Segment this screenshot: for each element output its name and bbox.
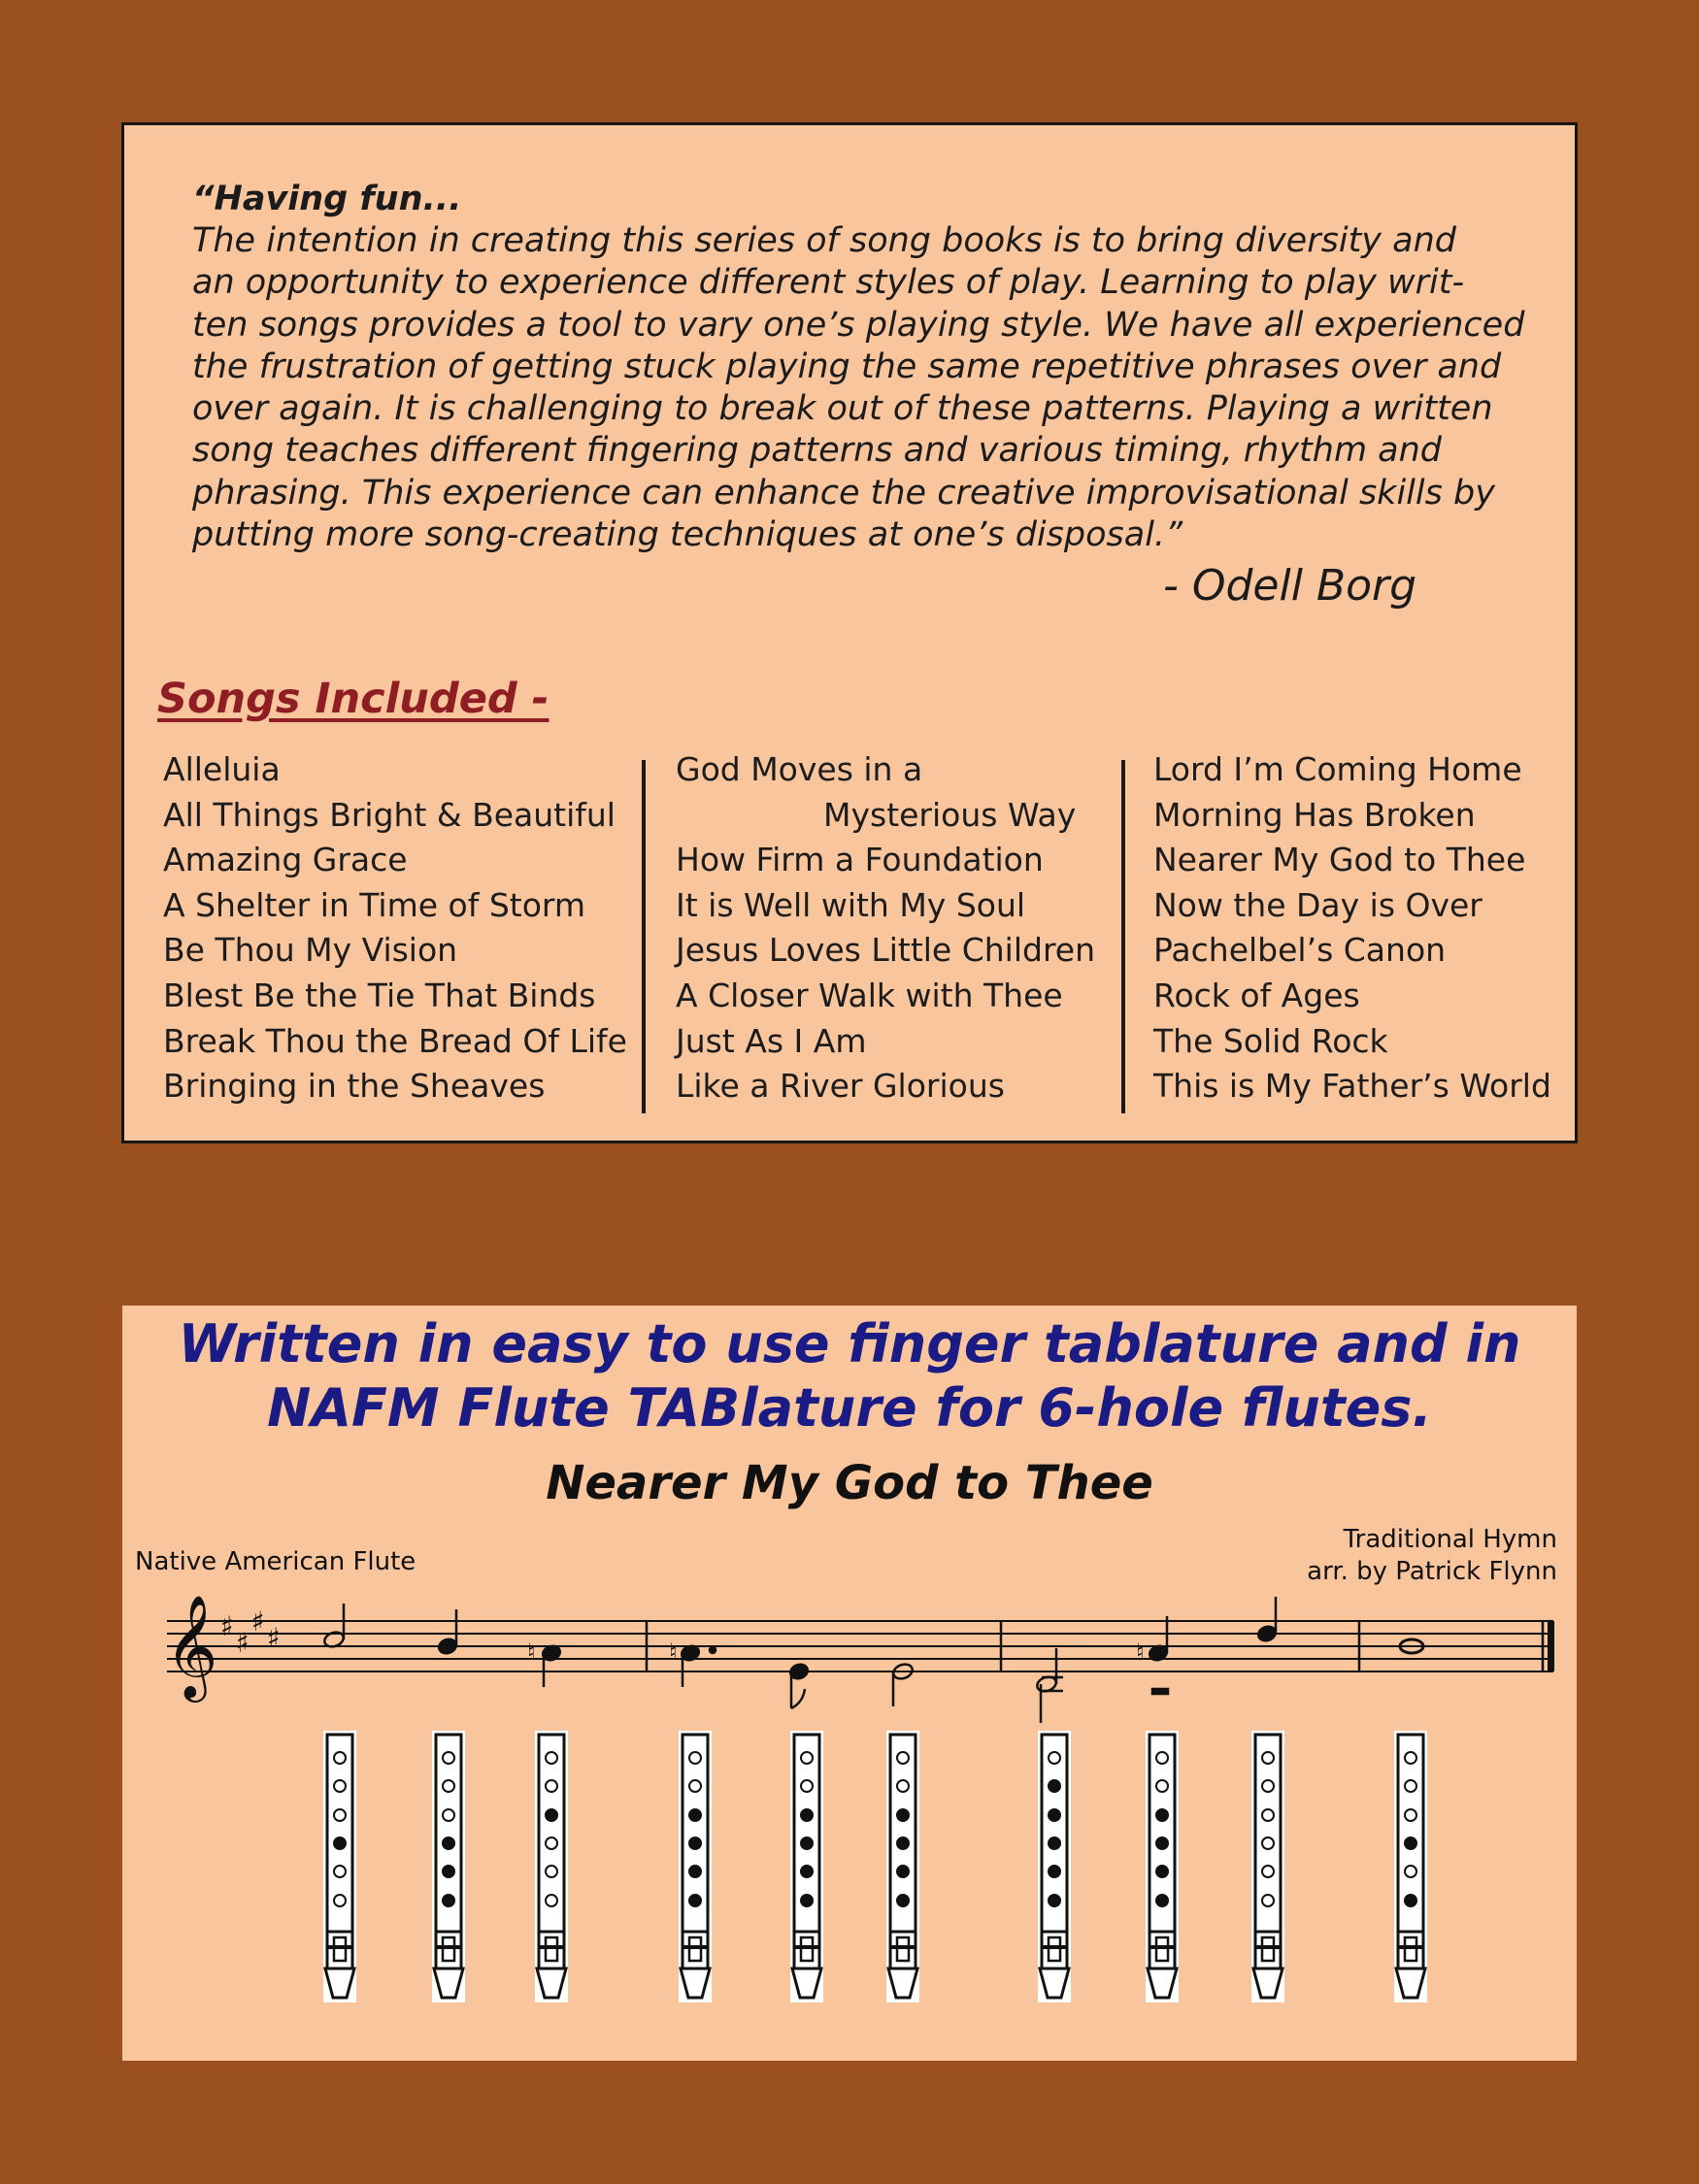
song-item: Just As I Am — [676, 1021, 867, 1060]
open-hole — [1405, 1809, 1416, 1821]
song-item-first-line: God Moves in a — [676, 750, 923, 788]
open-hole — [689, 1752, 701, 1764]
flute-diagram — [886, 1731, 919, 2002]
open-hole — [443, 1752, 454, 1764]
open-hole — [334, 1752, 346, 1764]
open-hole — [1262, 1895, 1274, 1906]
song-item: Blest Be the Tie That Binds — [163, 976, 596, 1014]
closed-hole — [1156, 1837, 1168, 1849]
treble-clef: 𝄞 — [165, 1594, 218, 1698]
svg-text:♯: ♯ — [251, 1605, 265, 1638]
flute-diagram — [1394, 1731, 1427, 2002]
song-item: Alleluia — [163, 750, 281, 788]
closed-hole — [546, 1809, 557, 1821]
closed-hole — [689, 1837, 701, 1849]
closed-hole — [897, 1895, 909, 1906]
open-hole — [334, 1780, 346, 1792]
svg-text:♮: ♮ — [1136, 1638, 1145, 1666]
song-item: How Firm a Foundation — [676, 841, 1044, 879]
closed-hole — [1156, 1895, 1168, 1906]
quote-line: putting more song-creating techniques at one’s disposal.” — [192, 515, 1183, 555]
song-item: A Shelter in Time of Storm — [163, 885, 586, 924]
open-hole — [1262, 1837, 1274, 1849]
open-hole — [897, 1780, 909, 1792]
songs-heading: Songs Included - — [157, 675, 550, 723]
quote-line: phrasing. This experience can enhance the creative improvisational skills by — [192, 473, 1495, 513]
instrument-label: Native American Flute — [135, 1547, 416, 1576]
closed-hole — [443, 1837, 454, 1849]
closed-hole — [689, 1895, 701, 1906]
open-hole — [1156, 1780, 1168, 1792]
song-item: It is Well with My Soul — [676, 885, 1026, 924]
svg-text:♮: ♮ — [527, 1638, 536, 1666]
flute-diagram — [535, 1731, 568, 2002]
flute-diagram — [323, 1731, 356, 2002]
svg-text:♯: ♯ — [267, 1622, 281, 1654]
closed-hole — [1156, 1809, 1168, 1821]
open-hole — [801, 1780, 813, 1792]
open-hole — [1049, 1752, 1060, 1764]
song-item: Rock of Ages — [1153, 976, 1360, 1014]
open-hole — [1262, 1780, 1274, 1792]
closed-hole — [801, 1809, 813, 1821]
open-hole — [546, 1866, 557, 1877]
song-item: Lord I’m Coming Home — [1153, 750, 1522, 788]
song-item: All Things Bright & Beautiful — [163, 795, 616, 834]
closed-hole — [801, 1895, 813, 1906]
credit-line-2: arr. by Patrick Flynn — [1307, 1557, 1557, 1586]
song-item: Now the Day is Over — [1153, 885, 1482, 924]
open-hole — [1405, 1752, 1416, 1764]
song-title: Nearer My God to Thee — [546, 1456, 1153, 1510]
closed-hole — [1049, 1866, 1060, 1877]
closed-hole — [1405, 1837, 1416, 1849]
flute-fingering-diagrams — [323, 1731, 1427, 2002]
song-item: Jesus Loves Little Children — [676, 931, 1096, 970]
svg-text:♯: ♯ — [220, 1610, 234, 1642]
quote-line: an opportunity to experience different styles of play. Learning to play writ- — [192, 263, 1465, 303]
open-hole — [546, 1780, 557, 1792]
song-item-second-line: Mysterious Way — [823, 795, 1077, 834]
song-item: This is My Father’s World — [1153, 1067, 1551, 1106]
closed-hole — [1156, 1866, 1168, 1877]
open-hole — [1262, 1752, 1274, 1764]
quote-line: ten songs provides a tool to vary one’s playing style. We have all experienced — [192, 305, 1525, 345]
closed-hole — [897, 1809, 909, 1821]
open-hole — [1405, 1780, 1416, 1792]
open-hole — [897, 1752, 909, 1764]
flute-diagram — [432, 1731, 465, 2002]
key-signature-sharps — [220, 1605, 281, 1659]
closed-hole — [1049, 1780, 1060, 1792]
flute-diagram — [679, 1731, 712, 2002]
song-item: Nearer My God to Thee — [1153, 841, 1526, 879]
quote-line: over again. It is challenging to break out of these patterns. Playing a written — [192, 389, 1493, 429]
open-hole — [334, 1866, 346, 1877]
flute-diagram — [1146, 1731, 1179, 2002]
open-hole — [334, 1809, 346, 1821]
svg-text:♯: ♯ — [236, 1627, 250, 1659]
final-bar-line — [1548, 1621, 1554, 1671]
flute-diagram — [790, 1731, 823, 2002]
quote-author: - Odell Borg — [1163, 561, 1417, 611]
closed-hole — [801, 1866, 813, 1877]
closed-hole — [689, 1809, 701, 1821]
closed-hole — [443, 1895, 454, 1906]
flute-diagram — [1251, 1731, 1284, 2002]
open-hole — [443, 1780, 454, 1792]
tablature-heading-line-1: Written in easy to use finger tablature and in — [178, 1313, 1521, 1374]
quote-line: The intention in creating this series of song books is to bring diversity and — [192, 221, 1456, 260]
song-item: Pachelbel’s Canon — [1153, 931, 1447, 970]
credit-line-1: Traditional Hymn — [1343, 1525, 1557, 1554]
closed-hole — [443, 1866, 454, 1877]
song-item: Like a River Glorious — [676, 1067, 1005, 1106]
tablature-heading-line-2: NAFM Flute TABlature for 6-hole flutes. — [267, 1377, 1432, 1439]
closed-hole — [897, 1837, 909, 1849]
quote-line: the frustration of getting stuck playing the same repetitive phrases over and — [192, 347, 1502, 386]
song-item: A Closer Walk with Thee — [676, 976, 1063, 1014]
open-hole — [546, 1752, 557, 1764]
quote-intro: “Having fun... — [192, 180, 462, 218]
song-item: Bringing in the Sheaves — [163, 1067, 546, 1106]
open-hole — [1156, 1752, 1168, 1764]
song-item: Be Thou My Vision — [163, 931, 458, 970]
open-hole — [546, 1837, 557, 1849]
open-hole — [689, 1780, 701, 1792]
closed-hole — [689, 1866, 701, 1877]
staff — [167, 1621, 1553, 1671]
closed-hole — [801, 1837, 813, 1849]
song-item: Amazing Grace — [163, 841, 408, 879]
quote-line: song teaches different fingering patterns and various timing, rhythm and — [192, 431, 1443, 471]
song-item: Break Thou the Bread Of Life — [163, 1021, 627, 1060]
closed-hole — [1049, 1837, 1060, 1849]
open-hole — [1262, 1866, 1274, 1877]
closed-hole — [1049, 1895, 1060, 1906]
open-hole — [334, 1895, 346, 1906]
open-hole — [546, 1895, 557, 1906]
svg-text:♮: ♮ — [669, 1638, 678, 1666]
open-hole — [801, 1752, 813, 1764]
closed-hole — [1405, 1895, 1416, 1906]
closed-hole — [334, 1837, 346, 1849]
open-hole — [443, 1809, 454, 1821]
closed-hole — [897, 1866, 909, 1877]
song-item: The Solid Rock — [1153, 1021, 1388, 1060]
closed-hole — [1049, 1809, 1060, 1821]
song-item: Morning Has Broken — [1153, 795, 1476, 834]
flute-diagram — [1038, 1731, 1071, 2002]
open-hole — [1405, 1866, 1416, 1877]
open-hole — [1262, 1809, 1274, 1821]
